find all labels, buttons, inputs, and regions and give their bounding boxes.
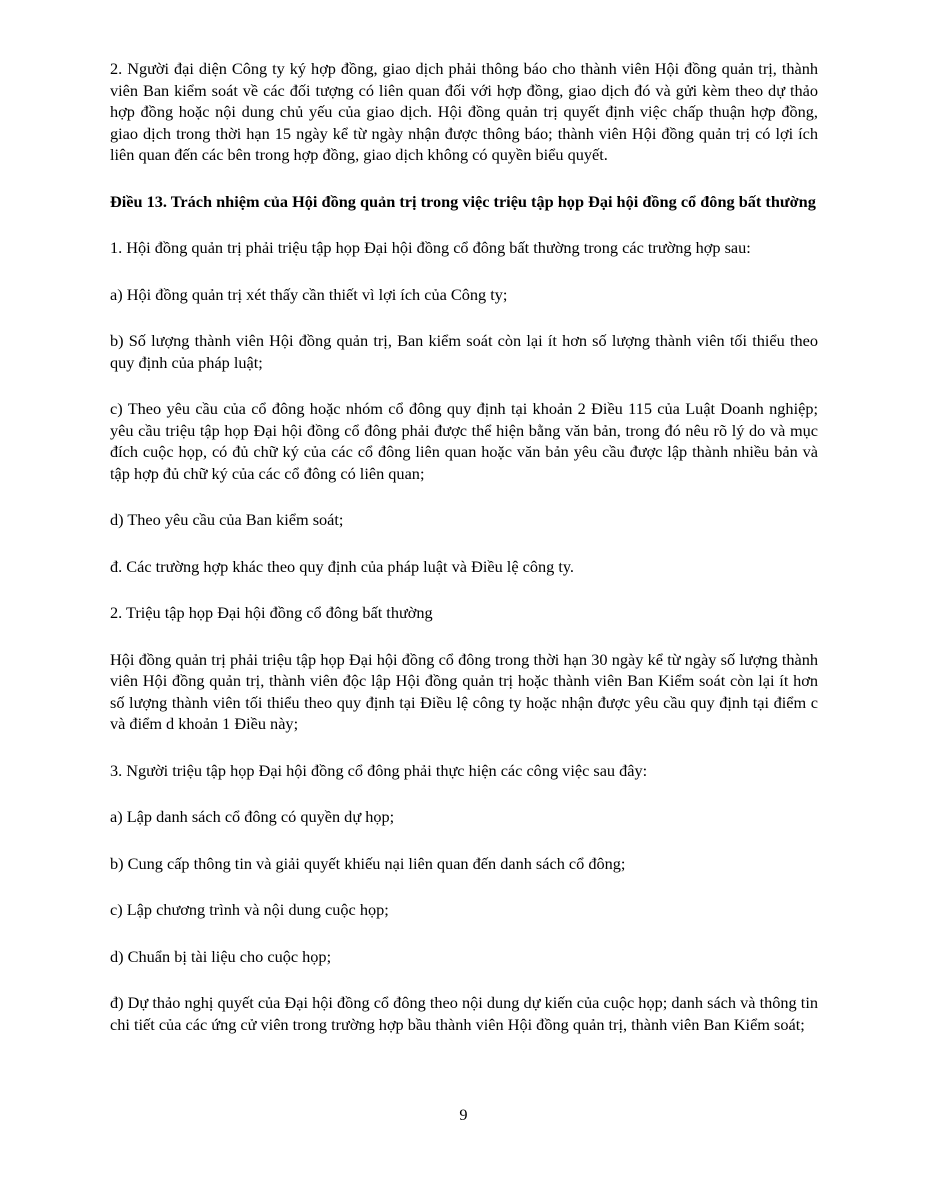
paragraph-item-c: c) Theo yêu cầu của cổ đông hoặc nhóm cổ đông quy định tại khoản 2 Điều 115 của Luật Doanh nghiệp; yêu cầu triệu tập họp Đại hội đồng cổ đông phải được thể hiện bằng văn bản, trong đó nêu rõ lý do và mục đích cuộc họp, có đủ chữ ký của các cổ đông liên quan hoặc văn bản yêu cầu được lập thành nhiều bản và tập hợp đủ chữ ký của các cổ đông có liên quan; (110, 399, 818, 483)
page-number: 9 (459, 1105, 468, 1124)
paragraph-clause-3-item-a: a) Lập danh sách cổ đông có quyền dự họp; (110, 807, 395, 826)
paragraph-item-b: b) Số lượng thành viên Hội đồng quản trị, Ban kiểm soát còn lại ít hơn số lượng thành viên tối thiểu theo quy định của pháp luật; (110, 331, 818, 372)
paragraph-clause-3-item-b: b) Cung cấp thông tin và giải quyết khiếu nại liên quan đến danh sách cổ đông; (110, 853, 626, 873)
article-13-heading: Điều 13. Trách nhiệm của Hội đồng quản trị trong việc triệu tập họp Đại hội đồng cổ đông bất thường (110, 191, 816, 211)
paragraph-clause-2: 2. Triệu tập họp Đại hội đồng cổ đông bất thường (110, 603, 433, 622)
paragraph-clause-1: 1. Hội đồng quản trị phải triệu tập họp Đại hội đồng cổ đông bất thường trong các trường hợp sau: (110, 238, 751, 257)
paragraph-clause-2-body: Hội đồng quản trị phải triệu tập họp Đại hội đồng cổ đông trong thời hạn 30 ngày kể từ ngày số lượng thành viên Hội đồng quản trị, thành viên độc lập Hội đồng quản trị hoặc thành viên Ban Kiểm soát còn lại ít hơn số lượng thành viên tối thiểu theo quy định tại Điều lệ công ty hoặc nhận được yêu cầu quy định tại điểm c và điểm d khoản 1 Điều này; (110, 649, 818, 733)
paragraph-clause-3-item-dd: đ) Dự thảo nghị quyết của Đại hội đồng cổ đông theo nội dung dự kiến của cuộc họp; danh sách và thông tin chi tiết của các ứng cử viên trong trường hợp bầu thành viên Hội đồng quản trị, thành viên Ban Kiểm soát; (110, 993, 818, 1034)
paragraph-clause-2-contract-notice: 2. Người đại diện Công ty ký hợp đồng, giao dịch phải thông báo cho thành viên Hội đồng quản trị, thành viên Ban kiểm soát về các đối tượng có liên quan đối với hợp đồng, giao dịch đó và gửi kèm theo dự thảo hợp đồng hoặc nội dung chủ yếu của giao dịch. Hội đồng quản trị quyết định việc chấp thuận hợp đồng, giao dịch trong thời hạn 15 ngày kể từ ngày nhận được thông báo; thành viên Hội đồng quản trị có lợi ích liên quan đến các bên trong hợp đồng, giao dịch không có quyền biểu quyết. (110, 59, 818, 164)
paragraph-clause-3-item-c: c) Lập chương trình và nội dung cuộc họp; (110, 900, 389, 919)
paragraph-item-dd: đ. Các trường hợp khác theo quy định của pháp luật và Điều lệ công ty. (110, 556, 575, 576)
paragraph-item-a: a) Hội đồng quản trị xét thấy cần thiết vì lợi ích của Công ty; (110, 284, 508, 304)
paragraph-clause-3: 3. Người triệu tập họp Đại hội đồng cổ đông phải thực hiện các công việc sau đây: (110, 760, 648, 780)
document-body (110, 58, 818, 1060)
paragraph-item-d: d) Theo yêu cầu của Ban kiểm soát; (110, 510, 344, 529)
paragraph-clause-3-item-d: d) Chuẩn bị tài liệu cho cuộc họp; (110, 946, 332, 966)
